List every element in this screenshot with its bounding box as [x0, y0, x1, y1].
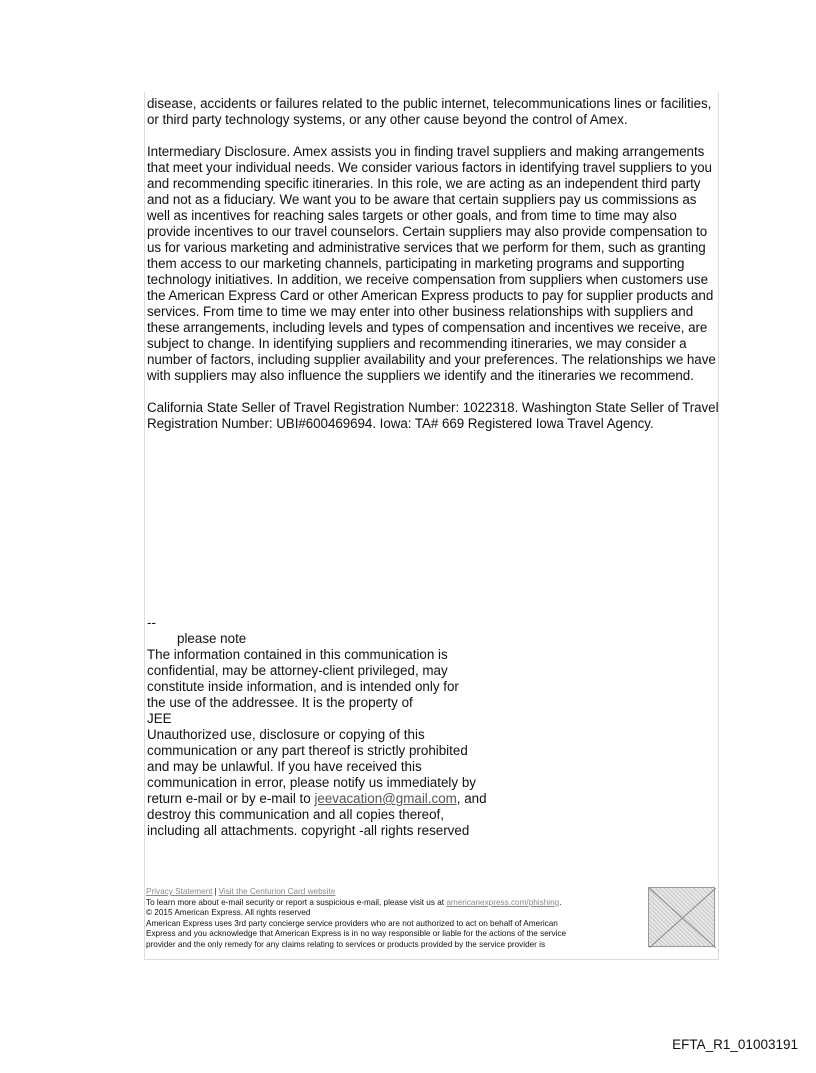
footer-links	[146, 887, 646, 898]
paragraph-intermediary-disclosure: Intermediary Disclosure. Amex assists you in finding travel suppliers and making arrangements that meet your individual needs. We consider various factors in identifying travel suppliers to you and recommending specific itineraries. In this role, we are acting as an independent third party and not as a fiduciary. We want you to be aware that certain suppliers pay us commissions as well as incentives for reaching sales targets or other goals, and from time to time may also provide incentives to our travel counselors. Certain suppliers may also provide compensation to us for various marketing and administrative services that we perform for them, such as granting them access to our marketing channels, participating in marketing programs and supporting technology initiatives. In addition, we receive compensation from suppliers when customers use the American Express Card or other American Express products to pay for supplier products and services. From time to time we may enter into other business relationships with suppliers and these arrangements, including levels and types of compensation and incentives we receive, are subject to change. In identifying suppliers and recommending itineraries, we may consider a number of factors, including supplier availability and your preferences. The relationships we have with suppliers may also influence the suppliers we identify and the itineraries we recommend.	[147, 144, 716, 383]
email-link[interactable]: jeevacation@gmail.com	[314, 791, 457, 806]
signature-line: destroy this communication and all copies thereof,	[147, 807, 444, 822]
signature-return-line	[147, 791, 507, 807]
footer-security-line	[146, 898, 646, 909]
signature-block	[147, 615, 507, 839]
signature-dashes: --	[147, 615, 156, 630]
security-suffix: .	[559, 897, 562, 907]
security-text: To learn more about e-mail security or report a suspicious e-mail, please visit us at	[146, 897, 447, 907]
privacy-statement-link[interactable]: Privacy Statement	[146, 887, 213, 896]
image-placeholder-icon	[649, 888, 716, 948]
email-body	[147, 96, 719, 432]
signature-line: Unauthorized use, disclosure or copying of this	[147, 727, 425, 742]
footer-disclaimer-line: provider and the only remedy for any claims relating to services or products provided by the service provider is	[146, 939, 546, 949]
broken-image-placeholder	[648, 887, 715, 947]
signature-line: The information contained in this communication is	[147, 647, 448, 662]
centurion-card-link[interactable]: Visit the Centurion Card website	[218, 887, 336, 896]
signature-line: communication in error, please notify us immediately by	[147, 775, 476, 790]
signature-line: and may be unlawful. If you have received this	[147, 759, 422, 774]
signature-line: confidential, may be attorney-client privileged, may	[147, 663, 448, 678]
signature-line: the use of the addressee. It is the property of	[147, 695, 413, 710]
footer-separator: |	[214, 887, 217, 896]
signature-line: communication or any part thereof is strictly prohibited	[147, 743, 468, 758]
document-id: EFTA_R1_01003191	[672, 1037, 798, 1052]
return-suffix: , and	[456, 791, 487, 806]
signature-line: including all attachments. copyright -all rights reserved	[147, 823, 470, 838]
signature-line: constitute inside information, and is intended only for	[147, 679, 459, 694]
signature-note: please note	[177, 631, 247, 646]
amex-footer	[146, 887, 646, 951]
footer-copyright: © 2015 American Express. All rights reserved	[146, 908, 311, 918]
signature-line: JEE	[147, 711, 172, 726]
footer-disclaimer-line: American Express uses 3rd party concierge service providers who are not authorized to act on behalf of American	[146, 918, 558, 928]
paragraph-liability: disease, accidents or failures related to the public internet, telecommunications lines or facilities, or third party technology systems, or any other cause beyond the control of Amex.	[147, 96, 712, 127]
phishing-link[interactable]: americanexpress.com/phishing	[446, 897, 560, 907]
paragraph-registration: California State Seller of Travel Registration Number: 1022318. Washington State Seller of Travel Registration Number: UBI#600469694. Iowa: TA# 669 Registered Iowa Travel Agency.	[147, 400, 719, 431]
footer-disclaimer-line: Express and you acknowledge that American Express is in no way responsible or liable for the actions of the service	[146, 929, 567, 939]
return-prefix: return e-mail or by e-mail to	[147, 791, 315, 806]
